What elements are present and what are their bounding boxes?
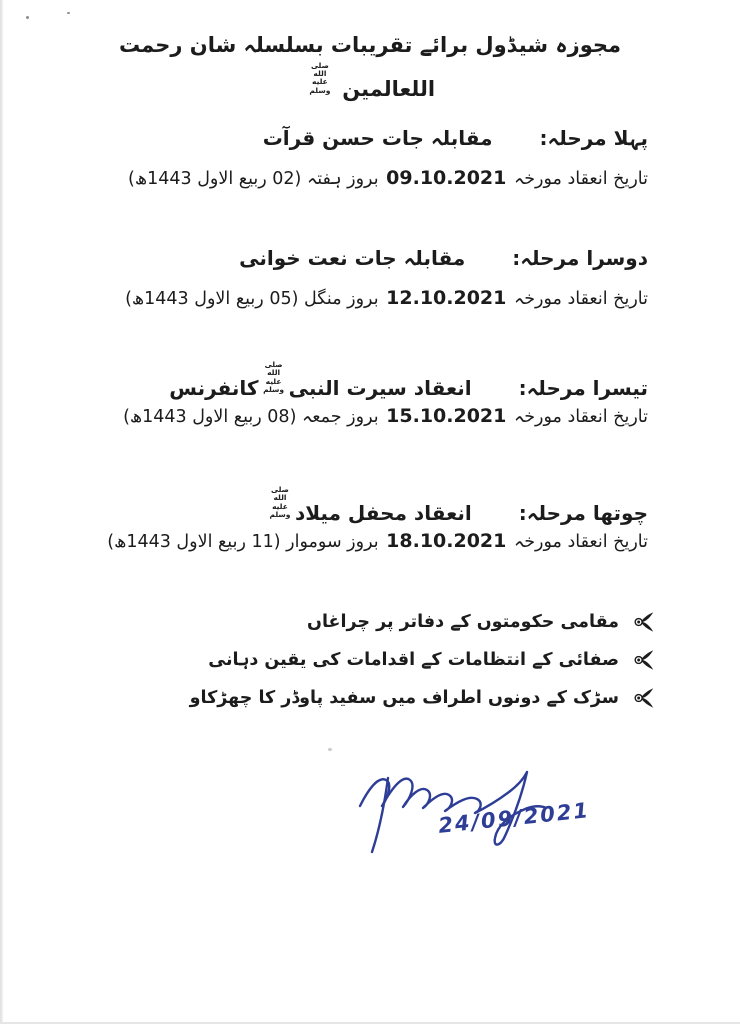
stage-2-label: دوسرا مرحلہ: <box>512 246 648 270</box>
list-item-text: مقامی حکومتوں کے دفاتر پر چراغاں <box>307 612 619 632</box>
hijri-date: (02 ربیع الاول 1443ھ) <box>128 169 302 189</box>
ornament-bullet-icon <box>633 687 654 709</box>
stage-3-date-line <box>123 405 648 427</box>
list-item <box>190 646 654 674</box>
date-prefix: تاریخ انعقاد مورخہ <box>513 169 648 189</box>
gregorian-date: 09.10.2021 <box>386 167 507 189</box>
gregorian-date: 18.10.2021 <box>386 530 507 552</box>
list-item-text: سڑک کے دونوں اطراف میں سفید پاوڈر کا چھڑکاو <box>189 688 619 708</box>
stage-3-event-text: انعقاد سیرت النبی <box>288 376 472 401</box>
pbuh-calligraphy-mark: صلى الله عليه وسلم <box>269 485 291 520</box>
list-item <box>190 684 654 712</box>
scan-speck <box>26 16 29 19</box>
pbuh-calligraphy-mark: صلى الله عليه وسلم <box>263 360 285 395</box>
signature-block <box>352 754 642 864</box>
list-item <box>190 608 654 636</box>
stage-3-heading <box>169 361 648 400</box>
stage-4-label: چوتھا مرحلہ: <box>518 501 648 526</box>
stage-4-event <box>265 485 472 526</box>
stage-3-label: تیسرا مرحلہ: <box>518 376 648 401</box>
stage-3-event-suffix: کانفرنس <box>169 376 259 401</box>
gregorian-date: 12.10.2021 <box>386 287 507 309</box>
pbuh-calligraphy-mark: صلى الله عليه وسلم <box>309 60 331 95</box>
stage-1-event: مقابلہ جات حسن قرآت <box>262 126 493 150</box>
weekday: بروز ہفتہ <box>306 169 379 189</box>
scan-speck <box>67 12 70 14</box>
ornament-bullet-icon <box>633 649 654 671</box>
signature-date: 24/09/2021 <box>437 798 592 838</box>
weekday: بروز جمعہ <box>301 407 379 427</box>
stage-1-date-line <box>128 167 648 189</box>
weekday: بروز سوموار <box>286 532 379 552</box>
hijri-date: (08 ربیع الاول 1443ھ) <box>123 407 297 427</box>
stage-3-event <box>169 360 472 401</box>
stage-4-date-line <box>107 530 648 552</box>
instructions-list <box>190 608 654 722</box>
date-prefix: تاریخ انعقاد مورخہ <box>513 289 648 309</box>
hijri-date: (05 ربیع الاول 1443ھ) <box>125 289 299 309</box>
page-title <box>110 30 630 105</box>
stage-2-event: مقابلہ جات نعت خوانی <box>239 246 466 270</box>
page-title-text: مجوزہ شیڈول برائے تقریبات بسلسلہ شان رحمت اللعالمین <box>118 33 622 101</box>
stage-4-event-text: انعقاد محفل میلاد <box>294 501 472 526</box>
weekday: بروز منگل <box>304 289 379 309</box>
scan-edge-artifact <box>0 0 3 1024</box>
scan-speck <box>328 748 332 751</box>
stage-4-heading <box>265 486 648 525</box>
ornament-bullet-icon <box>633 611 654 633</box>
list-item-text: صفائی کے انتظامات کے اقدامات کی یقین دہانی <box>208 650 619 670</box>
gregorian-date: 15.10.2021 <box>386 405 507 427</box>
stage-2-heading <box>239 246 648 270</box>
date-prefix: تاریخ انعقاد مورخہ <box>513 532 648 552</box>
date-prefix: تاریخ انعقاد مورخہ <box>513 407 648 427</box>
stage-1-heading <box>263 126 648 150</box>
hijri-date: (11 ربیع الاول 1443ھ) <box>107 532 281 552</box>
stage-1-label: پہلا مرحلہ: <box>539 126 648 150</box>
stage-2-date-line <box>125 287 648 309</box>
